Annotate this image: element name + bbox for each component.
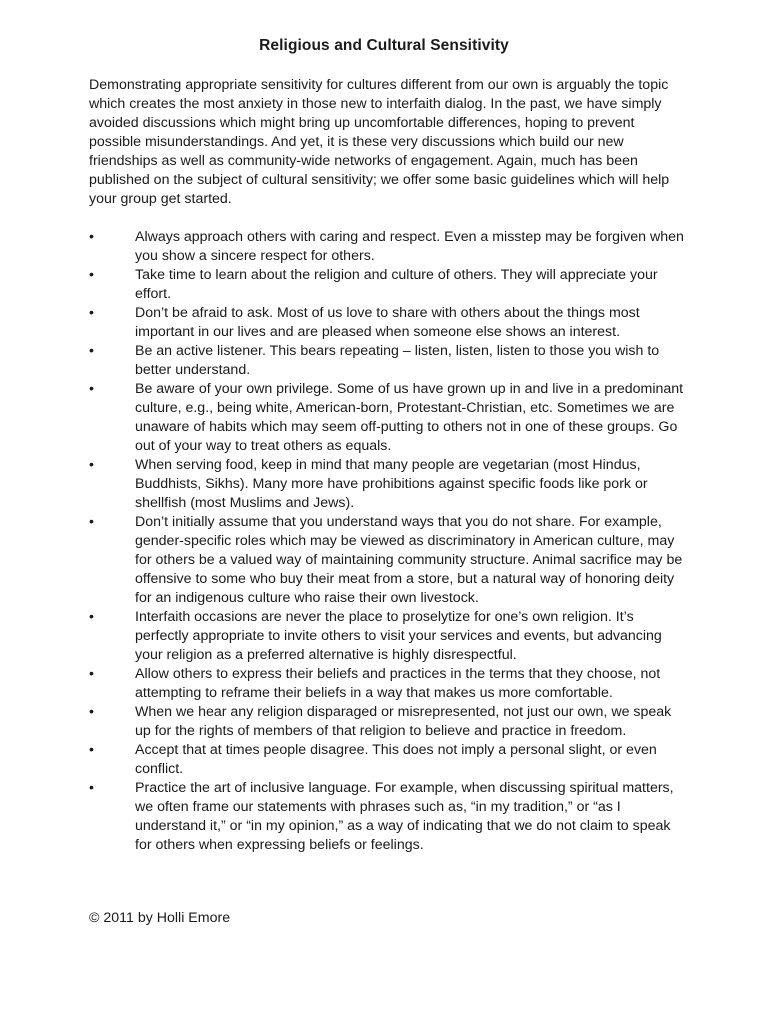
list-item <box>89 266 689 304</box>
list-item <box>89 703 689 741</box>
list-item <box>89 228 689 266</box>
list-item <box>89 304 689 342</box>
bullet-icon: • <box>89 229 94 245</box>
list-item <box>89 608 689 665</box>
list-item-text: Allow others to express their beliefs and practices in the terms that they choose, not attempting to reframe their beliefs in a way that makes us more comfortable. <box>135 666 661 701</box>
bullet-icon: • <box>89 666 94 682</box>
list-item <box>89 779 689 855</box>
list-item-text: Don’t initially assume that you understand ways that you do not share. For example, gender-specific roles which may be viewed as discriminatory in American culture, may for others be a valued way of maintaining community structure. Animal sacrifice may be offensive to some who buy their meat from a store, but a natural way of honoring deity for an indigenous culture who raise their own livestock. <box>135 514 683 606</box>
list-item <box>89 665 689 703</box>
bullet-icon: • <box>89 609 94 625</box>
list-item <box>89 513 689 608</box>
bullet-icon: • <box>89 780 94 796</box>
bullet-icon: • <box>89 381 94 397</box>
bullet-icon: • <box>89 704 94 720</box>
list-item-text: Always approach others with caring and respect. Even a misstep may be forgiven when you show a sincere respect for others. <box>135 229 684 264</box>
bullet-icon: • <box>89 742 94 758</box>
list-item-text: Don’t be afraid to ask. Most of us love to share with others about the things most important in our lives and are pleased when someone else shows an interest. <box>135 305 640 340</box>
list-item <box>89 741 689 779</box>
list-item-text: When serving food, keep in mind that many people are vegetarian (most Hindus, Buddhists, Sikhs). Many more have prohibitions against specific foods like pork or shellfish (most Muslims and Jews). <box>135 457 648 511</box>
list-item <box>89 456 689 513</box>
bullet-icon: • <box>89 343 94 359</box>
copyright-footer: © 2011 by Holli Emore <box>89 910 231 926</box>
list-item-text: When we hear any religion disparaged or misrepresented, not just our own, we speak up for the rights of members of that religion to believe and practice in freedom. <box>135 704 672 739</box>
list-item-text: Take time to learn about the religion and culture of others. They will appreciate your effort. <box>135 267 658 302</box>
page-title: Religious and Cultural Sensitivity <box>259 37 509 54</box>
bullet-icon: • <box>89 457 94 473</box>
list-item-text: Accept that at times people disagree. This does not imply a personal slight, or even conflict. <box>135 742 657 777</box>
list-item-text: Practice the art of inclusive language. For example, when discussing spiritual matters, we often frame our statements with phrases such as, “in my tradition,” or “as I understand it,” or “in my opinion,” as a way of indicating that we do not claim to speak for others when expressing beliefs or feelings. <box>135 780 674 853</box>
list-item-text: Be aware of your own privilege. Some of us have grown up in and live in a predominant culture, e.g., being white, American-born, Protestant-Christian, etc. Sometimes we are unaware of habits which may seem off-putting to others not in one of these groups. Go out of your way to treat others as equals. <box>135 381 684 454</box>
list-item-text: Be an active listener. This bears repeating – listen, listen, listen to those you wish to better understand. <box>135 343 660 378</box>
list-item <box>89 342 689 380</box>
list-item <box>89 380 689 456</box>
intro-paragraph: Demonstrating appropriate sensitivity for cultures different from our own is arguably the topic which creates the most anxiety in those new to interfaith dialog. In the past, we have simply avoided discussions which might bring up uncomfortable differences, hoping to prevent possible misunderstandings. And yet, it is these very discussions which build our new friendships as well as community-wide networks of engagement. Again, much has been published on the subject of cultural sensitivity; we offer some basic guidelines which will help your group get started. <box>89 77 670 207</box>
list-item-text: Interfaith occasions are never the place to proselytize for one’s own religion. It’s perfectly appropriate to invite others to visit your services and events, but advancing your religion as a preferred alternative is highly disrespectful. <box>135 609 662 663</box>
bullet-icon: • <box>89 305 94 321</box>
bullet-icon: • <box>89 514 94 530</box>
bullet-icon: • <box>89 267 94 283</box>
guidelines-list <box>89 228 689 855</box>
